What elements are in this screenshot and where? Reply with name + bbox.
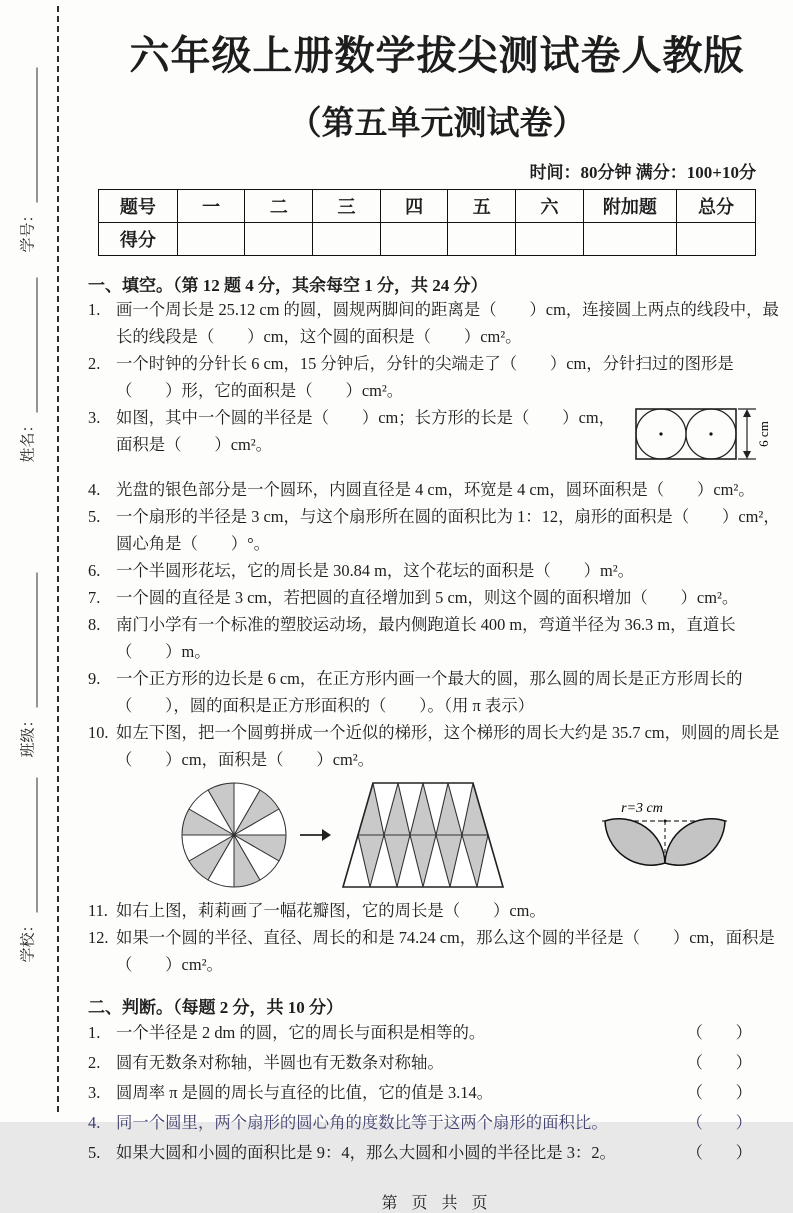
question-number: 2. (88, 354, 101, 373)
question-number: 1. (88, 300, 101, 319)
class-label: 班级： (20, 712, 37, 758)
judge-item (88, 1078, 786, 1108)
question-text: 一个半圆形花坛，它的周长是 30.84 m，这个花坛的面积是（ ）m²。 (116, 561, 635, 580)
score-empty-cell (583, 223, 676, 256)
arrow-right-icon (298, 826, 332, 844)
petal-figure (598, 797, 732, 874)
answer-parentheses: （ ） (686, 1083, 752, 1102)
question-text: 圆周率 π 是圆的周长与直径的比值，它的值是 3.14。 (116, 1083, 494, 1102)
question-text: 如右上图，莉莉画了一幅花瓣图，它的周长是（ ）cm。 (116, 901, 546, 920)
student-id-blank-line (23, 68, 38, 203)
question-item (88, 924, 786, 978)
margin-stub-class (16, 573, 38, 758)
score-header-cell: 总分 (677, 190, 756, 223)
name-label: 姓名： (20, 417, 37, 463)
question-text: 一个正方形的边长是 6 cm，在正方形内画一个最大的圆，那么圆的周长是正方形周长的（ ），圆的面积是正方形面积的（ ）。（用 π 表示） (116, 669, 743, 715)
score-header-cell: 附加题 (583, 190, 676, 223)
score-empty-cell (177, 223, 245, 256)
score-empty-cell (245, 223, 313, 256)
question-number: 11. (88, 901, 108, 920)
rect-height-label: 6 cm (756, 421, 771, 447)
question-number: 2. (88, 1053, 101, 1072)
score-table (98, 189, 756, 256)
school-blank-line (23, 778, 38, 913)
question-number: 1. (88, 1023, 101, 1042)
question-item (88, 719, 786, 773)
margin-stub-name (16, 278, 38, 463)
school-label: 学校： (20, 917, 37, 963)
score-header-cell: 三 (313, 190, 381, 223)
question-text: 画一个周长是 25.12 cm 的圆，圆规两脚间的距离是（ ）cm，连接圆上两点的线段中，最长的线段是（ ）cm，这个圆的面积是（ ）cm²。 (116, 300, 779, 346)
question-text: 一个时钟的分针长 6 cm，15 分钟后，分针的尖端走了（ ）cm，分针扫过的图形是（ ）形，它的面积是（ ）cm²。 (116, 354, 734, 400)
student-id-label: 学号： (20, 207, 37, 253)
score-empty-cell (677, 223, 756, 256)
score-empty-cell (448, 223, 516, 256)
page-title: 六年级上册数学拔尖测试卷人教版 (129, 34, 745, 78)
page-footer: 第 页 共 页 (381, 1195, 493, 1212)
question10-figures (176, 779, 766, 891)
question-item (88, 476, 786, 503)
score-empty-cell (516, 223, 584, 256)
question-item (88, 296, 786, 350)
score-empty-cell (313, 223, 381, 256)
score-header-cell: 题号 (99, 190, 178, 223)
question-item (88, 404, 786, 476)
score-header-cell: 二 (245, 190, 313, 223)
question-number: 10. (88, 723, 109, 742)
question-item (88, 503, 786, 557)
question-number: 8. (88, 615, 101, 634)
judge-item (88, 1018, 786, 1048)
question-number: 4. (88, 480, 101, 499)
question-item (88, 665, 786, 719)
question-number: 3. (88, 1083, 101, 1102)
score-header-cell: 一 (177, 190, 245, 223)
question-number: 4. (88, 1113, 101, 1132)
question-text: 如果一个圆的半径、直径、周长的和是 74.24 cm，那么这个圆的半径是（ ）cm，面积是（ ）cm²。 (116, 928, 775, 974)
question-text: 同一个圆里，两个扇形的圆心角的度数比等于这两个扇形的面积比。 (116, 1113, 608, 1132)
time-score-info: 时间：80分钟 满分：100+10分 (529, 163, 756, 182)
question-text: 南门小学有一个标准的塑胶运动场，最内侧跑道长 400 m，弯道半径为 36.3 m，直道长（ ）m。 (116, 615, 736, 661)
question-item (88, 350, 786, 404)
score-empty-cell (380, 223, 448, 256)
question-text: 圆有无数条对称轴，半圆也有无数条对称轴。 (116, 1053, 444, 1072)
answer-parentheses: （ ） (686, 1113, 752, 1132)
question-text-wrap (116, 404, 786, 476)
question-number: 12. (88, 928, 109, 947)
question-number: 6. (88, 561, 101, 580)
circles-in-rectangle-figure (634, 402, 786, 474)
question-item (88, 584, 786, 611)
question-text: 一个扇形的半径是 3 cm，与这个扇形所在圆的面积比为 1：12，扇形的面积是（ ）cm²，圆心角是（ ）°。 (116, 507, 780, 553)
answer-parentheses: （ ） (686, 1023, 752, 1042)
question-number: 3. (88, 408, 101, 427)
petal-radius-label: r=3 cm (621, 800, 663, 816)
trapezoid-figure (338, 779, 508, 891)
margin-stub-student-id (16, 68, 38, 253)
question-item (88, 897, 786, 924)
question-number: 7. (88, 588, 101, 607)
name-blank-line (23, 278, 38, 413)
margin-stub-school (16, 778, 38, 963)
circle-to-trapezoid-figure (176, 779, 508, 891)
score-header-cell: 五 (448, 190, 516, 223)
question-number: 5. (88, 1143, 101, 1162)
score-header-cell: 四 (380, 190, 448, 223)
question-text: 如果大圆和小圆的面积比是 9：4，那么大圆和小圆的半径比是 3：2。 (116, 1143, 616, 1162)
question-text: 一个半径是 2 dm 的圆，它的周长与面积是相等的。 (116, 1023, 486, 1042)
fold-dashed-line (57, 6, 59, 1112)
question-number: 9. (88, 669, 101, 688)
question-text: 如图，其中一个圆的半径是（ ）cm；长方形的长是（ ）cm，面积是（ ）cm²。 (116, 408, 615, 454)
section-judge-heading: 二、判断。（每题 2 分，共 10 分） (88, 998, 343, 1017)
sectored-circle-figure (176, 779, 292, 891)
class-blank-line (23, 573, 38, 708)
judge-item (88, 1048, 786, 1078)
score-row-label: 得分 (99, 223, 178, 256)
question-number: 5. (88, 507, 101, 526)
judge-item (88, 1138, 786, 1168)
answer-parentheses: （ ） (686, 1053, 752, 1072)
question-text: 如左下图，把一个圆剪拼成一个近似的梯形，这个梯形的周长大约是 35.7 cm，则圆的周长是（ ）cm，面积是（ ）cm²。 (116, 723, 780, 769)
question-item (88, 557, 786, 584)
question-text: 一个圆的直径是 3 cm，若把圆的直径增加到 5 cm，则这个圆的面积增加（ ）cm²。 (116, 588, 739, 607)
question-item (88, 611, 786, 665)
judge-item (88, 1108, 786, 1138)
section-fill-heading: 一、填空。（第 12 题 4 分，其余每空 1 分，共 24 分） (88, 276, 488, 295)
score-header-cell: 六 (516, 190, 584, 223)
question-text: 光盘的银色部分是一个圆环，内圆直径是 4 cm，环宽是 4 cm，圆环面积是（ ）cm²。 (116, 480, 755, 499)
answer-parentheses: （ ） (686, 1143, 752, 1162)
page-subtitle: （第五单元测试卷） (288, 104, 586, 141)
